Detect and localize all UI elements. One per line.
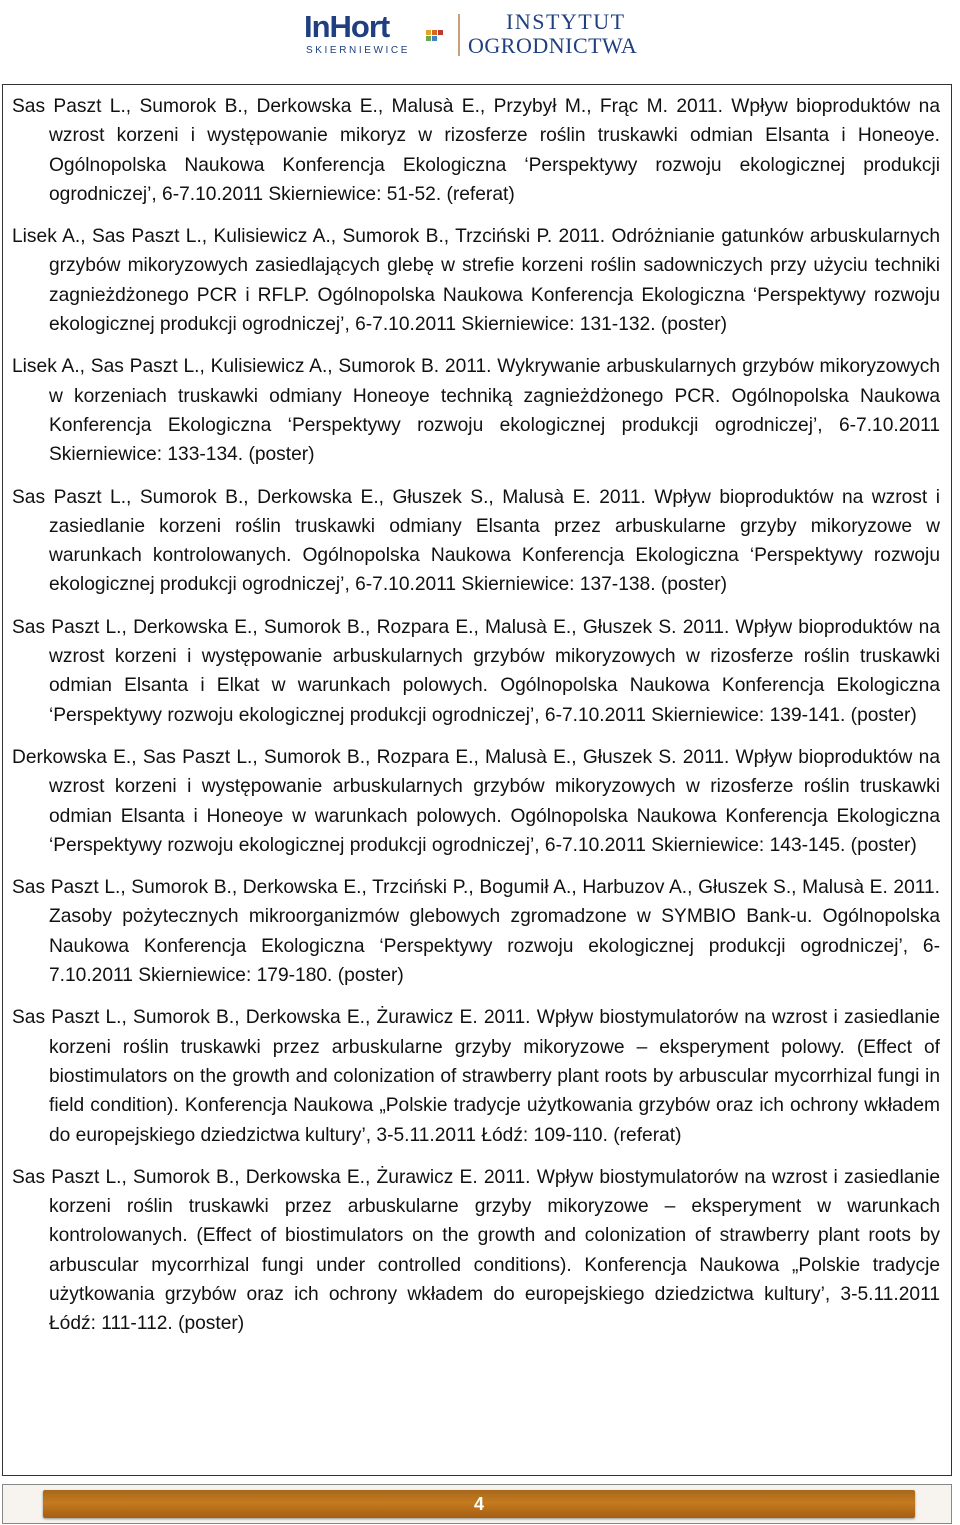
publication-entry: Lisek A., Sas Paszt L., Kulisiewicz A., Sumorok B. 2011. Wykrywanie arbuskularnych grzybów mikoryzowych w korzeniach truskawki odmiany Honeoye techniką zagnieżdżonego PCR. Ogólnopolska Naukowa Konferencja Ekologiczna ‘Perspektywy rozwoju ekologicznej produkcji ogrodniczej’, 6-7.10.2011 Skierniewice: 133-134. (poster) [12, 356, 940, 466]
publication-entry: Sas Paszt L., Sumorok B., Derkowska E., Trzciński P., Bogumił A., Harbuzov A., Głuszek S., Malusà E. 2011. Zasoby pożytecznych mikroorganizmów glebowych zgromadzone w SYMBIO Bank-u. Ogólnopolska Naukowa Konferencja Ekologiczna ‘Perspektywy rozwoju ekologicznej produkcji ogrodniczej’, 6-7.10.2011 Skierniewice: 179-180. (poster) [12, 877, 940, 987]
logo-wordmark: InHort [304, 9, 390, 44]
logo-squares-icon [426, 30, 444, 42]
page-footer [2, 1484, 952, 1524]
publication-entry: Lisek A., Sas Paszt L., Kulisiewicz A., Sumorok B., Trzciński P. 2011. Odróżnianie gatunków arbuskularnych grzybów mikoryzowych zasiedlających glebę w strefie korzeni roślin sadowniczych przy użyciu techniki zagnieżdżonego PCR i RFLP. Ogólnopolska Naukowa Konferencja Ekologiczna ‘Perspektywy rozwoju ekologicznej produkcji ogrodniczej’, 6-7.10.2011 Skierniewice: 131-132. (poster) [12, 226, 940, 336]
inhort-logo [300, 8, 450, 58]
publication-entry: Sas Paszt L., Sumorok B., Derkowska E., Żurawicz E. 2011. Wpływ biostymulatorów na wzrost i zasiedlanie korzeni roślin truskawki przez arbuskularne grzyby mikoryzowe – eksperyment polowy. (Effect of biostimulators on the growth and colonization of strawberry plant roots by arbuscular mycorrhizal fungi in field condition). Konferencja Naukowa „Polskie tradycje użytkowania grzybów oraz ich ochrony wkładem do europejskiego dziedzictwa kultury’, 3-5.11.2011 Łódź: 109-110. (referat) [12, 1007, 940, 1146]
institute-name [468, 10, 637, 58]
institute-name-line2: OGRODNICTWA [468, 33, 638, 58]
footer-bar [43, 1490, 915, 1518]
publication-entry: Sas Paszt L., Derkowska E., Sumorok B., Rozpara E., Malusà E., Głuszek S. 2011. Wpływ bioproduktów na wzrost korzeni i występowanie arbuskularnych grzybów mikoryzowych w rizosferze roślin truskawki odmian Elsanta i Elkat w warunkach polowych. Ogólnopolska Naukowa Konferencja Ekologiczna ‘Perspektywy rozwoju ekologicznej produkcji ogrodniczej’, 6-7.10.2011 Skierniewice: 139-141. (poster) [12, 616, 940, 726]
publication-entry: Sas Paszt L., Sumorok B., Derkowska E., Głuszek S., Malusà E. 2011. Wpływ bioproduktów na wzrost i zasiedlanie korzeni roślin truskawki odmiany Elsanta przez arbuskularne grzyby mikoryzowe w warunkach kontrolowanych. Ogólnopolska Naukowa Konferencja Ekologiczna ‘Perspektywy rozwoju ekologicznej produkcji ogrodniczej’, 6-7.10.2011 Skierniewice: 137-138. (poster) [12, 486, 940, 596]
logo-divider [458, 14, 460, 56]
institute-name-line1: INSTYTUT [506, 9, 626, 34]
page-number: 4 [473, 1494, 484, 1514]
logo-subtitle: SKIERNIEWICE [306, 45, 410, 56]
publication-entry: Sas Paszt L., Sumorok B., Derkowska E., Malusà E., Przybył M., Frąc M. 2011. Wpływ bioproduktów na wzrost korzeni i występowanie mikoryz w rizosferze roślin truskawki odmian Elsanta i Honeoye. Ogólnopolska Naukowa Konferencja Ekologiczna ‘Perspektywy rozwoju ekologicznej produkcji ogrodniczej’, 6-7.10.2011 Skierniewice: 51-52. (referat) [12, 96, 940, 205]
institute-logo [300, 8, 660, 58]
publication-entry: Derkowska E., Sas Paszt L., Sumorok B., Rozpara E., Malusà E., Głuszek S. 2011. Wpływ bioproduktów na wzrost korzeni i występowanie arbuskularnych grzybów mikoryzowych w rizosferze roślin truskawki odmian Elsanta i Honeoye w warunkach polowych. Ogólnopolska Naukowa Konferencja Ekologiczna ‘Perspektywy rozwoju ekologicznej produkcji ogrodniczej’, 6-7.10.2011 Skierniewice: 143-145. (poster) [12, 746, 940, 856]
publication-entry: Sas Paszt L., Sumorok B., Derkowska E., Żurawicz E. 2011. Wpływ biostymulatorów na wzrost i zasiedlanie korzeni roślin truskawki przez arbuskularne grzyby mikoryzowe – eksperyment w warunkach kontrolowanych. (Effect of biostimulators on the growth and colonization of strawberry plant roots by arbuscular mycorrhizal fungi under controlled conditions). Konferencja Naukowa „Polskie tradycje użytkowania grzybów oraz ich ochrony wkładem do europejskiego dziedzictwa kultury’, 3-5.11.2011 Łódź: 111-112. (poster) [12, 1166, 940, 1335]
publication-list [12, 92, 940, 1352]
